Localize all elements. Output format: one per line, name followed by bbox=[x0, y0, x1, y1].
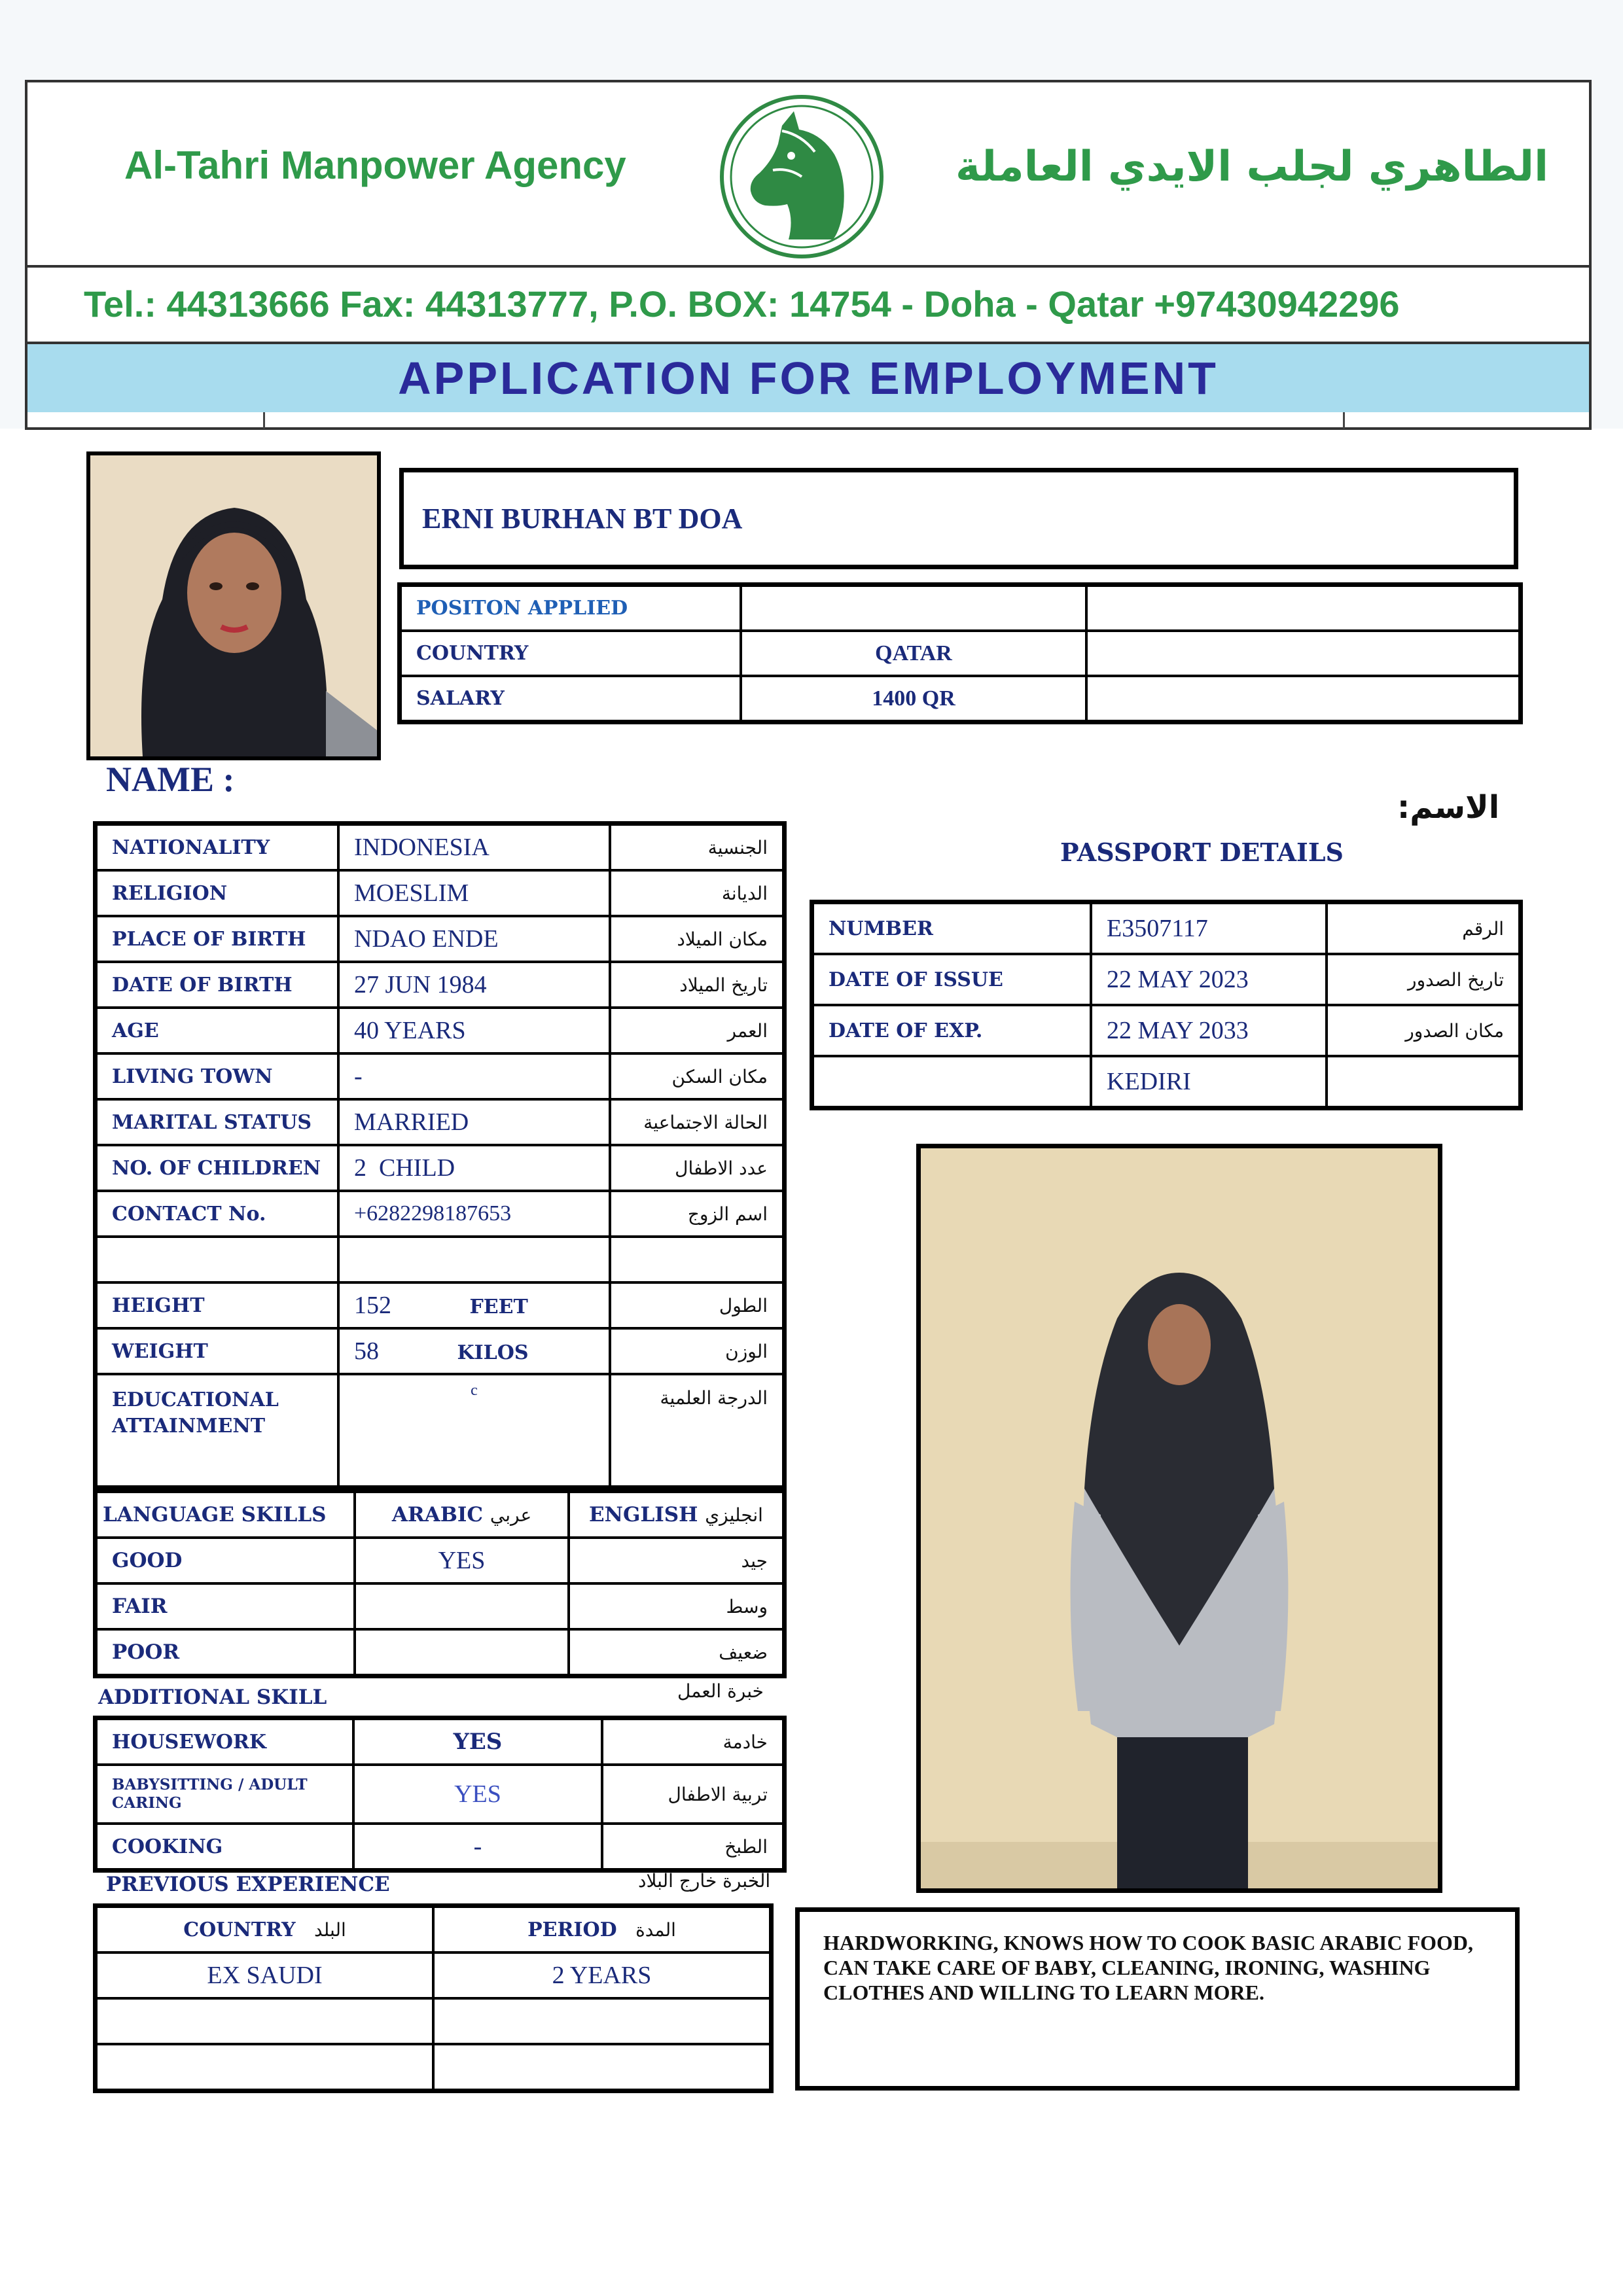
place-of-issue-label bbox=[813, 1056, 1091, 1107]
period-header-ar: المدة bbox=[635, 1918, 676, 1941]
table-row bbox=[96, 1907, 770, 1952]
passport-table bbox=[812, 902, 1521, 1108]
divider bbox=[263, 412, 265, 429]
table-row bbox=[96, 1282, 783, 1328]
table-row bbox=[813, 1056, 1520, 1107]
weight-unit: KILOS bbox=[457, 1341, 529, 1364]
height-label: HEIGHT bbox=[96, 1282, 338, 1328]
issue-date-value: 22 MAY 2023 bbox=[1091, 954, 1327, 1005]
blank-label-arabic bbox=[610, 1237, 783, 1282]
children-value: 2 CHILD bbox=[338, 1145, 610, 1191]
table-row bbox=[96, 1328, 783, 1374]
good-label: GOOD bbox=[96, 1538, 355, 1583]
place-of-issue-label-arabic bbox=[1327, 1056, 1520, 1107]
country-header-ar: البلد bbox=[314, 1918, 346, 1941]
english-header-en: ENGLISH bbox=[589, 1503, 698, 1527]
education-label-line2: ATTAINMENT bbox=[112, 1415, 266, 1438]
babysitting-value: YES bbox=[353, 1765, 602, 1824]
table-row bbox=[96, 1191, 783, 1237]
table-row bbox=[96, 870, 783, 916]
table-row bbox=[96, 2044, 770, 2090]
education-label-cell bbox=[96, 1374, 338, 1487]
height-label-arabic: الطول bbox=[610, 1282, 783, 1328]
applicant-full-name: ERNI BURHAN BT DOA bbox=[399, 468, 1518, 569]
place-of-issue-value: KEDIRI bbox=[1091, 1056, 1327, 1107]
place-of-birth-label-arabic: مكان الميلاد bbox=[610, 916, 783, 962]
arabic-column-header bbox=[355, 1492, 569, 1538]
living-town-label-arabic: مكان السكن bbox=[610, 1053, 783, 1099]
table-row bbox=[96, 1145, 783, 1191]
table-row bbox=[96, 1998, 770, 2044]
period-column-header bbox=[433, 1907, 770, 1952]
table-row bbox=[96, 1008, 783, 1053]
issue-date-label-arabic: تاريخ الصدور bbox=[1327, 954, 1520, 1005]
contact-line: Tel.: 44313666 Fax: 44313777, P.O. BOX: 14754 - Doha - Qatar +97430942296 bbox=[84, 283, 1400, 325]
cooking-label: COOKING bbox=[96, 1824, 353, 1869]
age-label: AGE bbox=[96, 1008, 338, 1053]
position-applied-label: POSITON APPLIED bbox=[401, 586, 741, 631]
marital-status-label: MARITAL STATUS bbox=[96, 1099, 338, 1145]
horse-logo-icon bbox=[710, 92, 893, 262]
previous-experience-title-arabic: الخبرة خارج البلاد bbox=[638, 1870, 771, 1892]
form-title-banner: APPLICATION FOR EMPLOYMENT bbox=[27, 344, 1589, 412]
passport-number-label-arabic: الرقم bbox=[1327, 903, 1520, 954]
table-row bbox=[96, 1492, 783, 1538]
table-row bbox=[96, 1583, 783, 1629]
additional-skill-title-arabic: خبرة العمل bbox=[677, 1680, 764, 1702]
additional-skill-table bbox=[95, 1718, 785, 1871]
contact-label-arabic: اسم الزوج bbox=[610, 1191, 783, 1237]
salary-extra bbox=[1086, 676, 1520, 721]
english-header-ar: انجليزي bbox=[705, 1504, 763, 1526]
fair-arabic-value bbox=[355, 1583, 569, 1629]
table-row bbox=[96, 824, 783, 870]
weight-value: 58 bbox=[354, 1337, 379, 1365]
living-town-label: LIVING TOWN bbox=[96, 1053, 338, 1099]
table-row bbox=[401, 586, 1520, 631]
table-row bbox=[96, 1374, 783, 1487]
education-value: c bbox=[338, 1374, 610, 1487]
position-table bbox=[399, 584, 1521, 722]
table-row bbox=[813, 1005, 1520, 1056]
country-value: QATAR bbox=[741, 631, 1086, 676]
name-label: NAME : bbox=[106, 760, 235, 799]
arabic-header-en: ARABIC bbox=[391, 1503, 484, 1527]
education-label: EDUCATIONAL bbox=[112, 1388, 279, 1411]
age-value: 40 YEARS bbox=[338, 1008, 610, 1053]
previous-experience-table bbox=[95, 1905, 772, 2091]
fair-label-arabic: وسط bbox=[726, 1595, 768, 1617]
blank-value bbox=[338, 1237, 610, 1282]
marital-status-value: MARRIED bbox=[338, 1099, 610, 1145]
table-row bbox=[96, 962, 783, 1008]
height-value-cell bbox=[338, 1282, 610, 1328]
issue-date-label: DATE OF ISSUE bbox=[813, 954, 1091, 1005]
living-town-value: - bbox=[338, 1053, 610, 1099]
table-row bbox=[96, 1952, 770, 1998]
babysitting-label-arabic: تربية الاطفال bbox=[602, 1765, 783, 1824]
nationality-value: INDONESIA bbox=[338, 824, 610, 870]
age-label-arabic: العمر bbox=[610, 1008, 783, 1053]
experience-period: 2 YEARS bbox=[433, 1952, 770, 1998]
country-header-en: COUNTRY bbox=[183, 1918, 296, 1941]
period-header-en: PERIOD bbox=[527, 1918, 617, 1941]
place-of-birth-value: NDAO ENDE bbox=[338, 916, 610, 962]
table-row bbox=[96, 1538, 783, 1583]
salary-value: 1400 QR bbox=[741, 676, 1086, 721]
poor-label-arabic: ضعيف bbox=[719, 1641, 768, 1663]
position-applied-value bbox=[741, 586, 1086, 631]
religion-label: RELIGION bbox=[96, 870, 338, 916]
good-arabic-label bbox=[569, 1538, 783, 1583]
country-column-header bbox=[96, 1907, 433, 1952]
table-row bbox=[96, 1237, 783, 1282]
poor-label: POOR bbox=[96, 1629, 355, 1675]
passport-number-label: NUMBER bbox=[813, 903, 1091, 954]
cooking-label-arabic: الطبخ bbox=[602, 1824, 783, 1869]
housework-value: YES bbox=[353, 1719, 602, 1765]
agency-name-english: Al-Tahri Manpower Agency bbox=[124, 143, 626, 187]
nationality-label-arabic: الجنسية bbox=[610, 824, 783, 870]
table-row bbox=[96, 1719, 783, 1765]
weight-label-arabic: الوزن bbox=[610, 1328, 783, 1374]
table-row bbox=[813, 903, 1520, 954]
height-unit: FEET bbox=[469, 1296, 528, 1318]
date-of-birth-label: DATE OF BIRTH bbox=[96, 962, 338, 1008]
contact-label: CONTACT No. bbox=[96, 1191, 338, 1237]
nationality-label: NATIONALITY bbox=[96, 824, 338, 870]
height-value: 152 bbox=[354, 1292, 391, 1319]
position-applied-extra bbox=[1086, 586, 1520, 631]
language-skills-header: LANGUAGE SKILLS bbox=[96, 1492, 355, 1538]
applicant-headshot-photo bbox=[86, 451, 381, 760]
weight-label: WEIGHT bbox=[96, 1328, 338, 1374]
contact-value: +6282298187653 bbox=[338, 1191, 610, 1237]
experience-country: EX SAUDI bbox=[96, 1952, 433, 1998]
divider bbox=[25, 265, 1592, 268]
housework-label-arabic: خادمة bbox=[602, 1719, 783, 1765]
language-skills-table bbox=[95, 1491, 785, 1676]
table-row bbox=[401, 631, 1520, 676]
table-row bbox=[96, 1099, 783, 1145]
experience-period bbox=[433, 1998, 770, 2044]
english-column-header bbox=[569, 1492, 783, 1538]
religion-value: MOESLIM bbox=[338, 870, 610, 916]
fair-label: FAIR bbox=[96, 1583, 355, 1629]
date-of-birth-label-arabic: تاريخ الميلاد bbox=[610, 962, 783, 1008]
cooking-value: - bbox=[353, 1824, 602, 1869]
country-label: COUNTRY bbox=[401, 631, 741, 676]
table-row bbox=[96, 1053, 783, 1099]
table-row bbox=[96, 916, 783, 962]
marital-status-label-arabic: الحالة الاجتماعية bbox=[610, 1099, 783, 1145]
passport-details-heading: PASSPORT DETAILS bbox=[1060, 838, 1344, 867]
poor-arabic-label bbox=[569, 1629, 783, 1675]
divider bbox=[1343, 412, 1345, 429]
poor-arabic-value bbox=[355, 1629, 569, 1675]
additional-skill-title: ADDITIONAL SKILL bbox=[98, 1686, 327, 1709]
experience-country bbox=[96, 2044, 433, 2090]
table-row bbox=[96, 1824, 783, 1869]
passport-number-value: E3507117 bbox=[1091, 903, 1327, 954]
previous-experience-title: PREVIOUS EXPERIENCE bbox=[106, 1873, 390, 1896]
name-label-arabic: الاسم: bbox=[1397, 789, 1500, 826]
country-extra bbox=[1086, 631, 1520, 676]
expiry-date-value: 22 MAY 2033 bbox=[1091, 1005, 1327, 1056]
children-label-arabic: عدد الاطفال bbox=[610, 1145, 783, 1191]
experience-country bbox=[96, 1998, 433, 2044]
place-of-birth-label: PLACE OF BIRTH bbox=[96, 916, 338, 962]
good-label-arabic: جيد bbox=[741, 1549, 768, 1572]
date-of-birth-value: 27 JUN 1984 bbox=[338, 962, 610, 1008]
remarks-text: HARDWORKING, KNOWS HOW TO COOK BASIC ARABIC FOOD, CAN TAKE CARE OF BABY, CLEANING, IRONING, WASHING CLOTHES AND WILLING TO LEARN MORE. bbox=[795, 1907, 1520, 2091]
expiry-date-label-arabic: مكان الصدور bbox=[1327, 1005, 1520, 1056]
religion-label-arabic: الديانة bbox=[610, 870, 783, 916]
fair-arabic-label bbox=[569, 1583, 783, 1629]
personal-details-table bbox=[95, 823, 785, 1488]
table-row bbox=[96, 1765, 783, 1824]
education-label-arabic: الدرجة العلمية bbox=[610, 1374, 783, 1487]
applicant-full-body-photo bbox=[916, 1144, 1442, 1893]
babysitting-label: BABYSITTING / ADULT CARING bbox=[96, 1765, 353, 1824]
agency-name-arabic: الطاهري لجلب الايدي العاملة bbox=[955, 143, 1548, 191]
weight-value-cell bbox=[338, 1328, 610, 1374]
table-row bbox=[96, 1629, 783, 1675]
arabic-header-ar: عربي bbox=[490, 1504, 532, 1526]
housework-label: HOUSEWORK bbox=[96, 1719, 353, 1765]
children-label: NO. OF CHILDREN bbox=[96, 1145, 338, 1191]
table-row bbox=[401, 676, 1520, 721]
experience-period bbox=[433, 2044, 770, 2090]
salary-label: SALARY bbox=[401, 676, 741, 721]
expiry-date-label: DATE OF EXP. bbox=[813, 1005, 1091, 1056]
blank-label bbox=[96, 1237, 338, 1282]
table-row bbox=[813, 954, 1520, 1005]
good-arabic-value: YES bbox=[355, 1538, 569, 1583]
